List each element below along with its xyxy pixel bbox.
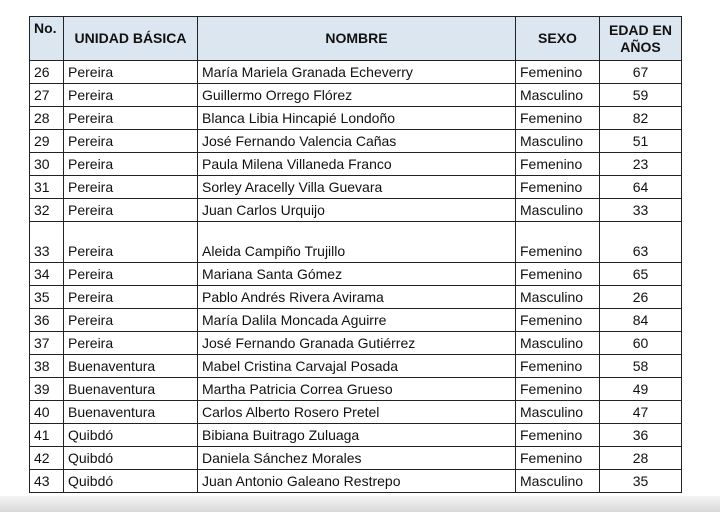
cell-no: 42 [30,447,64,470]
table-body [30,61,682,493]
cell-sex: Femenino [516,153,600,176]
cell-no: 39 [30,378,64,401]
cell-unit: Pereira [64,61,198,84]
cell-name: Bibiana Buitrago Zuluaga [198,424,516,447]
cell-sex: Masculino [516,199,600,222]
cell-name: Juan Antonio Galeano Restrepo [198,470,516,493]
cell-name: José Fernando Granada Gutiérrez [198,332,516,355]
table-row [30,263,682,286]
cell-age: 60 [600,332,682,355]
cell-sex: Femenino [516,424,600,447]
cell-unit: Pereira [64,309,198,332]
cell-no: 36 [30,309,64,332]
cell-sex: Femenino [516,61,600,84]
cell-unit: Pereira [64,222,198,263]
cell-name: Martha Patricia Correa Grueso [198,378,516,401]
header-no: No. [30,17,64,61]
cell-unit: Quibdó [64,470,198,493]
cell-no: 33 [30,222,64,263]
table-row [30,470,682,493]
cell-name: Mabel Cristina Carvajal Posada [198,355,516,378]
cell-no: 37 [30,332,64,355]
cell-age: 84 [600,309,682,332]
cell-no: 43 [30,470,64,493]
table-row [30,84,682,107]
cell-no: 27 [30,84,64,107]
cell-name: Carlos Alberto Rosero Pretel [198,401,516,424]
table-row [30,199,682,222]
cell-age: 82 [600,107,682,130]
cell-no: 35 [30,286,64,309]
cell-name: Paula Milena Villaneda Franco [198,153,516,176]
table-row [30,401,682,424]
cell-no: 38 [30,355,64,378]
table-row [30,130,682,153]
cell-name: Guillermo Orrego Flórez [198,84,516,107]
cell-unit: Pereira [64,332,198,355]
cell-sex: Masculino [516,84,600,107]
table-row [30,424,682,447]
cell-name: Juan Carlos Urquijo [198,199,516,222]
cell-sex: Femenino [516,378,600,401]
cell-sex: Masculino [516,470,600,493]
cell-age: 49 [600,378,682,401]
cell-age: 33 [600,199,682,222]
cell-age: 26 [600,286,682,309]
roster-table [29,16,682,493]
cell-unit: Buenaventura [64,378,198,401]
cell-sex: Masculino [516,286,600,309]
cell-unit: Quibdó [64,447,198,470]
cell-age: 28 [600,447,682,470]
cell-name: María Dalila Moncada Aguirre [198,309,516,332]
cell-age: 35 [600,470,682,493]
cell-name: Aleida Campiño Trujillo [198,222,516,263]
cell-unit: Buenaventura [64,355,198,378]
table-row [30,447,682,470]
header-unit: UNIDAD BÁSICA [64,17,198,61]
cell-unit: Pereira [64,153,198,176]
cell-age: 36 [600,424,682,447]
table-row [30,332,682,355]
cell-unit: Quibdó [64,424,198,447]
table-row [30,176,682,199]
cell-no: 30 [30,153,64,176]
cell-unit: Pereira [64,130,198,153]
cell-sex: Femenino [516,447,600,470]
cell-no: 29 [30,130,64,153]
cell-no: 32 [30,199,64,222]
cell-sex: Femenino [516,107,600,130]
cell-unit: Pereira [64,84,198,107]
cell-age: 47 [600,401,682,424]
table-row [30,61,682,84]
cell-age: 58 [600,355,682,378]
cell-no: 41 [30,424,64,447]
cell-sex: Femenino [516,176,600,199]
cell-name: Mariana Santa Gómez [198,263,516,286]
table-row [30,378,682,401]
cell-age: 64 [600,176,682,199]
cell-name: Blanca Libia Hincapié Londoño [198,107,516,130]
cell-no: 28 [30,107,64,130]
cell-age: 65 [600,263,682,286]
cell-name: Daniela Sánchez Morales [198,447,516,470]
cell-name: Pablo Andrés Rivera Avirama [198,286,516,309]
cell-unit: Buenaventura [64,401,198,424]
cell-sex: Masculino [516,332,600,355]
cell-sex: Femenino [516,309,600,332]
table-header [30,17,682,61]
header-age: EDAD EN AÑOS [600,17,682,61]
cell-no: 40 [30,401,64,424]
cell-no: 34 [30,263,64,286]
cell-sex: Masculino [516,130,600,153]
cell-sex: Femenino [516,263,600,286]
photo-bottom-edge [0,496,720,512]
cell-name: Sorley Aracelly Villa Guevara [198,176,516,199]
cell-age: 59 [600,84,682,107]
table-row [30,286,682,309]
cell-age: 67 [600,61,682,84]
cell-unit: Pereira [64,199,198,222]
cell-no: 26 [30,61,64,84]
header-name: NOMBRE [198,17,516,61]
cell-sex: Femenino [516,222,600,263]
cell-sex: Masculino [516,401,600,424]
table-row [30,107,682,130]
cell-sex: Femenino [516,355,600,378]
table-row [30,153,682,176]
cell-unit: Pereira [64,107,198,130]
header-row [30,17,682,61]
cell-unit: Pereira [64,286,198,309]
header-sex: SEXO [516,17,600,61]
table-row [30,355,682,378]
cell-age: 23 [600,153,682,176]
cell-name: José Fernando Valencia Cañas [198,130,516,153]
table-row [30,222,682,263]
cell-age: 63 [600,222,682,263]
cell-unit: Pereira [64,263,198,286]
cell-no: 31 [30,176,64,199]
cell-age: 51 [600,130,682,153]
table-row [30,309,682,332]
cell-unit: Pereira [64,176,198,199]
cell-name: María Mariela Granada Echeverry [198,61,516,84]
